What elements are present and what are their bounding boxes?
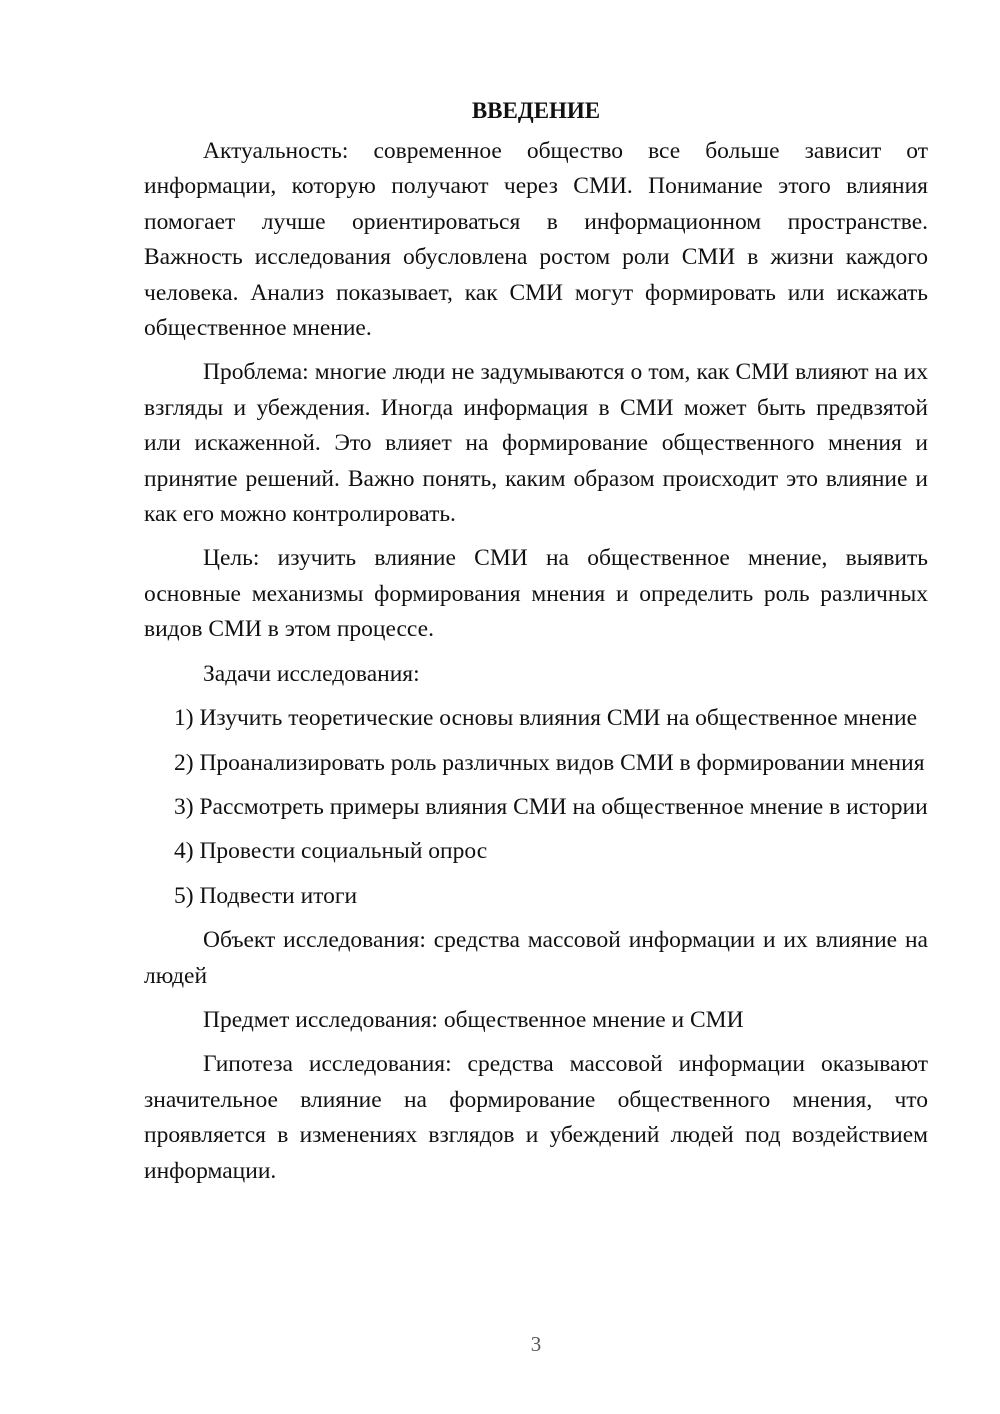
task-item-1: 1) Изучить теоретические основы влияния СМИ на общественное мнение xyxy=(174,705,918,732)
page-title: ВВЕДЕНИЕ xyxy=(471,98,601,123)
paragraph-subject: Предмет исследования: общественное мнение и СМИ xyxy=(203,1006,744,1033)
task-item-5: 5) Подвести итоги xyxy=(174,882,358,909)
paragraph-hypothesis: Гипотеза исследования: средства массовой информации оказывают значительное влияние на формирование общественного мнения, что проявляется в изменениях взглядов и убеждений людей под воздействием информации. xyxy=(144,1051,928,1184)
paragraph-object: Объект исследования: средства массовой информации и их влияние на людей xyxy=(144,927,928,989)
page-content xyxy=(144,92,928,1189)
page-number: 3 xyxy=(530,1332,542,1356)
tasks-heading: Задачи исследования: xyxy=(203,660,420,687)
paragraph-problem: Проблема: многие люди не задумываются о том, как СМИ влияют на их взгляды и убеждения. Иногда информация в СМИ может быть предвзятой или искаженной. Это влияет на формирование общественного мнения и принятие решений. Важно понять, каким образом происходит это влияние и как его можно контролировать. xyxy=(144,359,928,528)
paragraph-goal: Цель: изучить влияние СМИ на общественное мнение, выявить основные механизмы формирования мнения и определить роль различных видов СМИ в этом процессе. xyxy=(144,545,928,643)
paragraph-relevance: Актуальность: современное общество все больше зависит от информации, которую получают через СМИ. Понимание этого влияния помогает лучше ориентироваться в информационном пространстве. Важность исследования обусловлена ростом роли СМИ в жизни каждого человека. Анализ показывает, как СМИ могут формировать или искажать общественное мнение. xyxy=(144,138,928,342)
task-item-3: 3) Рассмотреть примеры влияния СМИ на общественное мнение в истории xyxy=(174,793,928,820)
task-item-4: 4) Провести социальный опрос xyxy=(174,838,488,865)
task-item-2: 2) Проанализировать роль различных видов СМИ в формировании мнения xyxy=(174,749,925,776)
